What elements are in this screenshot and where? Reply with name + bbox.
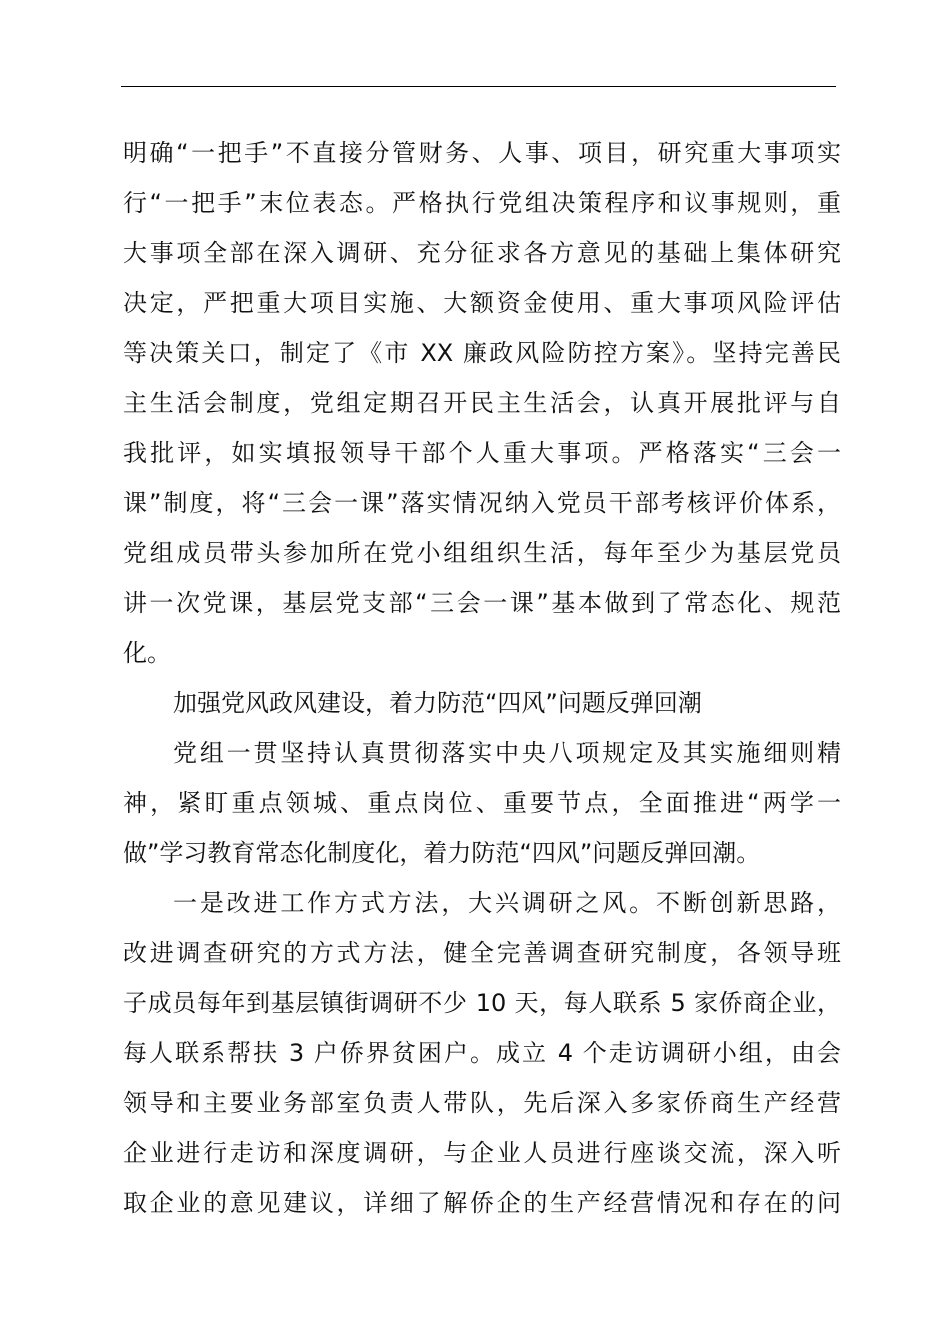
- text-line: 我批评，如实填报领导干部个人重大事项。严格落实“三会一: [123, 439, 841, 467]
- heading-line: 加强党风政风建设，着力防范“四风”问题反弹回潮: [173, 689, 702, 717]
- text-line: 等决策关口，制定了《市 XX 廉政风险防控方案》。坚持完善民: [123, 339, 841, 367]
- text-line: 行“一把手”末位表态。严格执行党组决策程序和议事规则，重: [123, 189, 841, 217]
- text-line: 化。: [123, 639, 171, 667]
- text-line: 企业进行走访和深度调研，与企业人员进行座谈交流，深入听: [123, 1139, 841, 1167]
- text-line: 党组一贯坚持认真贯彻落实中央八项规定及其实施细则精: [173, 739, 841, 767]
- text-line: 大事项全部在深入调研、充分征求各方意见的基础上集体研究: [123, 239, 841, 267]
- paragraph-2: [123, 728, 841, 878]
- text-line: 党组成员带头参加所在党小组组织生活，每年至少为基层党员: [123, 539, 841, 567]
- text-line: 做”学习教育常态化制度化，着力防范“四风”问题反弹回潮。: [123, 839, 761, 867]
- text-line: 取企业的意见建议，详细了解侨企的生产经营情况和存在的问: [123, 1189, 841, 1217]
- text-line: 课”制度，将“三会一课”落实情况纳入党员干部考核评价体系，: [123, 489, 841, 517]
- text-line: 决定，严把重大项目实施、大额资金使用、重大事项风险评估: [123, 289, 841, 317]
- text-line: 神，紧盯重点领城、重点岗位、重要节点，全面推进“两学一: [123, 789, 841, 817]
- text-line: 一是改进工作方式方法，大兴调研之风。不断创新思路，: [173, 889, 841, 917]
- document-body: [123, 128, 841, 1228]
- text-line: 子成员每年到基层镇街调研不少 10 天，每人联系 5 家侨商企业，: [123, 989, 841, 1017]
- header-rule: [121, 86, 836, 87]
- text-line: 主生活会制度，党组定期召开民主生活会，认真开展批评与自: [123, 389, 841, 417]
- text-line: 讲一次党课，基层党支部“三会一课”基本做到了常态化、规范: [123, 589, 841, 617]
- paragraph-1: [123, 128, 841, 678]
- section-heading: [123, 678, 841, 728]
- text-line: 改进调查研究的方式方法，健全完善调查研究制度，各领导班: [123, 939, 841, 967]
- paragraph-3: [123, 878, 841, 1228]
- text-line: 明确“一把手”不直接分管财务、人事、项目，研究重大事项实: [123, 139, 841, 167]
- text-line: 每人联系帮扶 3 户侨界贫困户。成立 4 个走访调研小组，由会: [123, 1039, 841, 1067]
- text-line: 领导和主要业务部室负责人带队，先后深入多家侨商生产经营: [123, 1089, 841, 1117]
